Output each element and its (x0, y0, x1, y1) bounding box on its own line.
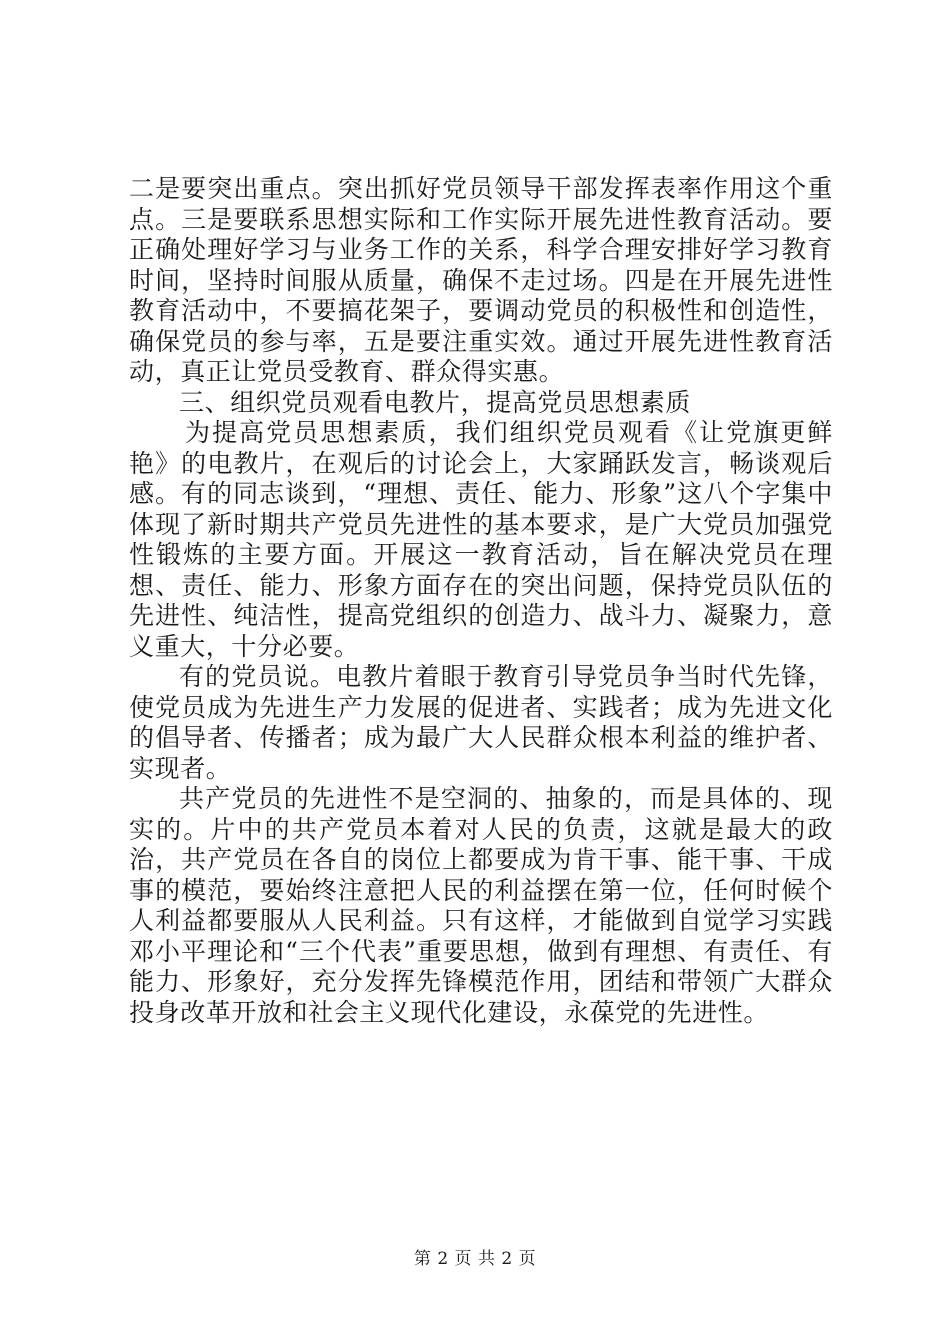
document-body (129, 174, 833, 1028)
paragraph-4: 共产党员的先进性不是空洞的、抽象的，而是具体的、现实的。片中的共产党员本着对人民的负责，这就是最大的政治，共产党员在各自的岗位上都要成为肯干事、能干事、干成事的模范，要始终注意把人民的利益摆在第一位，任何时候个人利益都要服从人民利益。只有这样，才能做到自觉学习实践邓小平理论和“三个代表”重要思想，做到有理想、有责任、有能力、形象好，充分发挥先锋模范作用，团结和带领广大群众投身改革开放和社会主义现代化建设，永葆党的先进性。 (129, 784, 833, 1027)
section-heading-3: 三、组织党员观看电教片，提高党员思想素质 (179, 387, 692, 417)
paragraph-1: 二是要突出重点。突出抓好党员领导干部发挥表率作用这个重点。三是要联系思想实际和工作实际开展先进性教育活动。要正确处理好学习与业务工作的关系，科学合理安排好学习教育时间，坚持时间服从质量，确保不走过场。四是在开展先进性教育活动中，不要搞花架子，要调动党员的积极性和创造性，确保党员的参与率，五是要注重实效。通过开展先进性教育活动，真正让党员受教育、群众得实惠。 (129, 174, 833, 386)
paragraph-3: 有的党员说。电教片着眼于教育引导党员争当时代先锋，使党员成为先进生产力发展的促进者、实践者；成为先进文化的倡导者、传播者；成为最广大人民群众根本利益的维护者、实现者。 (129, 662, 833, 783)
paragraph-2: 为提高党员思想素质，我们组织党员观看《让党旗更鲜艳》的电教片，在观后的讨论会上，大家踊跃发言，畅谈观后感。有的同志谈到，“理想、责任、能力、形象”这八个字集中体现了新时期共产党员先进性的基本要求，是广大党员加强党性锻炼的主要方面。开展这一教育活动，旨在解决党员在理想、责任、能力、形象方面存在的突出问题，保持党员队伍的先进性、纯洁性，提高党组织的创造力、战斗力、凝聚力，意义重大，十分必要。 (129, 418, 833, 661)
page-footer: 第 2 页 共 2 页 (413, 1249, 537, 1269)
